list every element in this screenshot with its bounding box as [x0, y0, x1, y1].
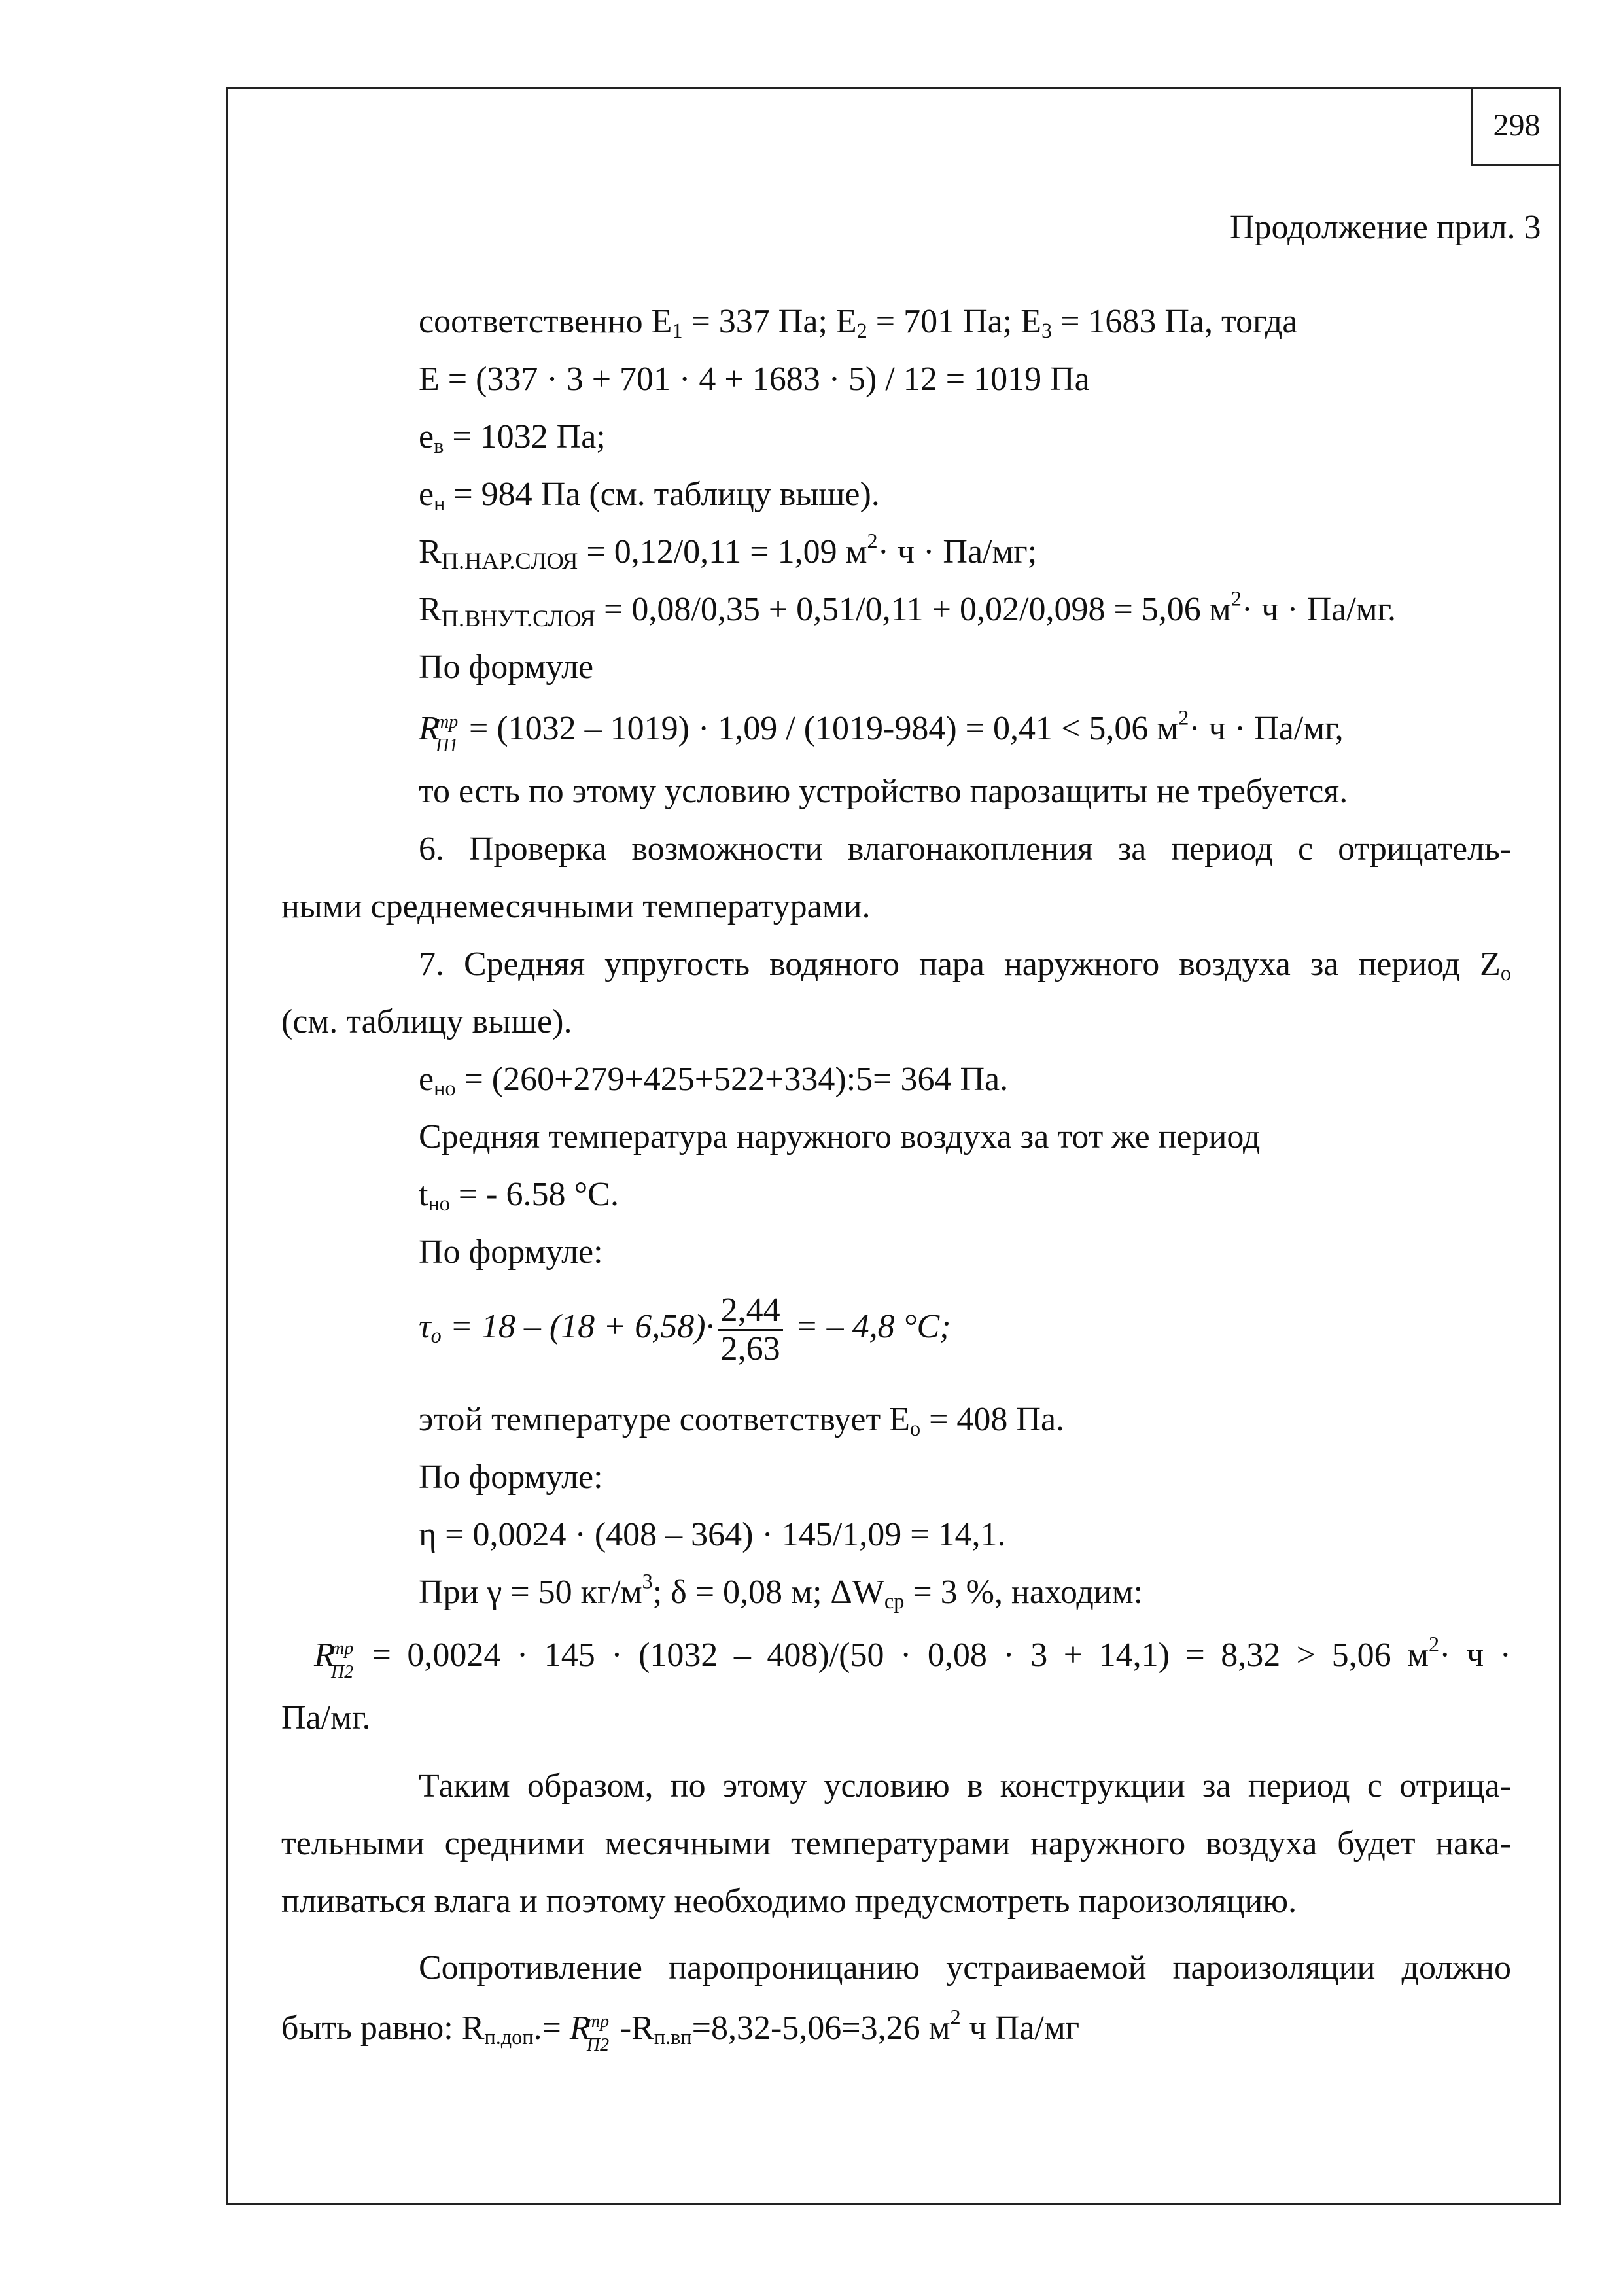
- line-23: R тр П2 = 0,0024 · 145 · (1032 – 408)/(50 · 0,08 · 3 + 14,1) = 8,32 > 5,06 $м^2\cdot ч$ ·: [314, 1632, 1511, 1682]
- line-3: $e_в = 1032$ Па;: [419, 418, 606, 458]
- line-13: (см. таблицу выше).: [281, 1003, 572, 1040]
- line-21: η = 0,0024 · (408 – 364) · 145/1,09 = 14,1.: [419, 1516, 1006, 1553]
- line-16: $t_{но}$ = - 6.58 °C.: [419, 1176, 619, 1216]
- line-9: то есть по этому условию устройство парозащиты не требуется.: [419, 773, 1348, 810]
- line-11: ными среднемесячными температурами.: [281, 888, 871, 925]
- line-18-formula: $\tau_o = 18 - (18 + 6,58)\cdot$ $\frac{2,44}{2,63}$ = – 4,8 °C;: [419, 1291, 951, 1368]
- line-5: $R_{П.НАР.СЛОЯ} = 0,12/0,11 = 1,09$ $м^2\cdot ч \cdot Па/мг$;: [419, 529, 1038, 574]
- header-continuation: Продолжение прил. 3: [1230, 209, 1541, 246]
- line-24: Па/мг.: [281, 1699, 371, 1737]
- formula-r-p2: R тр П2: [314, 1636, 354, 1682]
- line-20: По формуле:: [419, 1458, 603, 1496]
- line-14: $e_{но}$ = (260+279+425+522+334):5= 364 Па.: [419, 1061, 1009, 1101]
- page-number: 298: [1471, 87, 1561, 166]
- line-29: быть равно: $R_{п.доп}.=$ R тр П2 $-R_{п.вп}=8,32-5,06=3,26$ $м^2$ ч Па/мг: [281, 2005, 1080, 2055]
- line-26: тельными средними месячными температурами наружного воздуха будет нака-: [281, 1825, 1511, 1862]
- line-8: R тр П1 = (1032 – 1019) · 1,09 / (1019-984) = 0,41 < 5,06 $м^2\cdot ч \cdot Па/мг$,: [419, 705, 1344, 756]
- line-7: По формуле: [419, 648, 594, 686]
- line-10: 6. Проверка возможности влагонакопления за период с отрицатель-: [419, 830, 1511, 868]
- line-4: $e_н = 984$ Па (см. таблицу выше).: [419, 476, 880, 516]
- formula-r-p1: R тр П1: [419, 710, 459, 756]
- line-27: пливаться влага и поэтому необходимо предусмотреть пароизоляцию.: [281, 1882, 1297, 1920]
- formula-r-p2-final: R тр П2: [569, 2009, 610, 2055]
- line-12: 7. Средняя упругость водяного пара наружного воздуха за период $Z_о$: [419, 945, 1511, 985]
- line-15: Средняя температура наружного воздуха за тот же период: [419, 1118, 1261, 1156]
- line-2: E = (337 · 3 + 701 · 4 + 1683 · 5) / 12 = 1019 Па: [419, 361, 1090, 398]
- line-25: Таким образом, по этому условию в конструкции за период с отрица-: [419, 1767, 1511, 1805]
- line-1: соответственно $E_1 = 337$ Па; $E_2 = 701$ Па; $E_3 = 1683$ Па, тогда: [419, 303, 1298, 343]
- line-17: По формуле:: [419, 1233, 603, 1271]
- line-28: Сопротивление паропроницанию устраиваемой пароизоляции должно: [419, 1949, 1511, 1987]
- line-19: этой температуре соответствует $E_о = 408$ Па.: [419, 1401, 1065, 1441]
- line-6: $R_{П.ВНУТ.СЛОЯ} = 0,08/0,35 + 0,51/0,11 + 0,02/0,098 = 5,06$ $м^2\cdot ч \cdot Па/мг$.: [419, 586, 1397, 632]
- line-22: При γ = 50 $кг/м^3$; δ = 0,08 м; $\Delta W_{ср} = 3$ %, находим:: [419, 1569, 1143, 1614]
